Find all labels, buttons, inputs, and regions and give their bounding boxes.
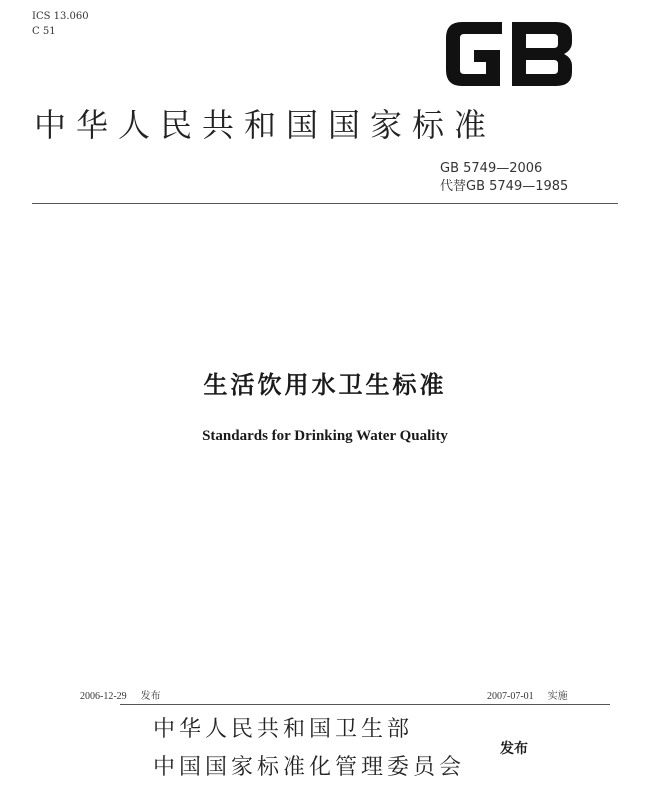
ccs-code: C 51 — [32, 26, 56, 37]
national-standard-heading: 中华人民共和国国家标准 — [34, 106, 497, 144]
issue-date: 2006-12-29 — [80, 691, 127, 702]
top-divider — [32, 203, 618, 204]
issuer-ministry: 中华人民共和国卫生部 — [153, 717, 414, 742]
gb-logo — [440, 12, 578, 96]
issue-date-row — [80, 687, 161, 702]
standard-number-block — [440, 160, 568, 196]
publish-label: 发布 — [500, 741, 528, 757]
replaces-standard: 代替GB 5749—1985 — [440, 179, 569, 194]
issue-label: 发布 — [140, 691, 161, 702]
implement-date-row — [487, 687, 568, 702]
standard-number: GB 5749—2006 — [440, 161, 543, 176]
issuer-standardization-committee: 中国国家标准化管理委员会 — [153, 755, 466, 780]
implement-date: 2007-07-01 — [487, 691, 534, 702]
classification-codes — [32, 9, 89, 39]
bottom-divider — [120, 704, 610, 705]
ics-code: ICS 13.060 — [32, 11, 89, 22]
document-title-english: Standards for Drinking Water Quality — [202, 428, 448, 444]
document-title: 生活饮用水卫生标准 — [203, 371, 447, 399]
implement-label: 实施 — [547, 691, 568, 702]
